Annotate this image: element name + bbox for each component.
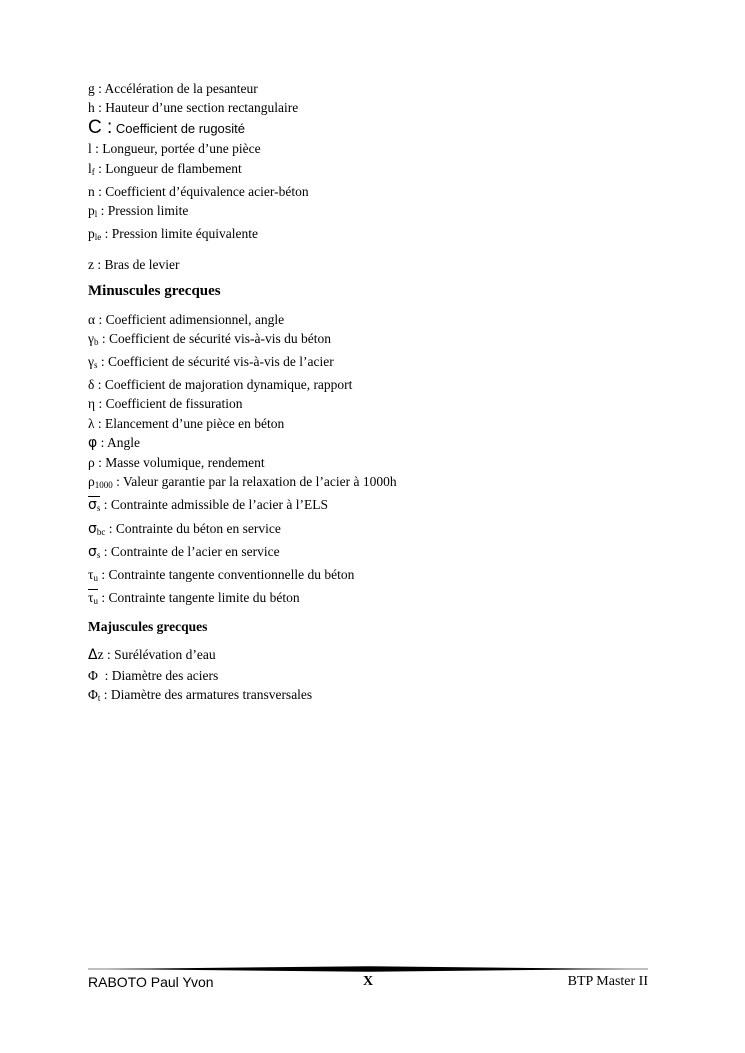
notation-h: h : Hauteur d’une section rectangulaire <box>88 100 299 116</box>
notation-ple: $p_{le}$ : Pression limite équivalente <box>88 226 258 243</box>
footer-author: RABOTO Paul Yvon <box>88 974 214 990</box>
notation-lf: $l_f$ : Longueur de flambement <box>88 160 242 177</box>
notation-delta: δ : Coefficient de majoration dynamique, rapport <box>88 377 353 393</box>
notation-l: l : Longueur, portée d’une pièce <box>88 141 261 157</box>
notation-sigma-s: $\sigma_s$ : Contrainte de l’acier en service <box>88 543 280 560</box>
footer-rule <box>88 966 648 972</box>
footer-program: BTP Master II <box>567 974 648 989</box>
notation-c: C : Coefficient de rugosité <box>88 117 246 139</box>
notation-phi-t: $\Phi_t$ : Diamètre des armatures transversales <box>88 686 313 703</box>
notation-eta: η : Coefficient de fissuration <box>88 396 243 412</box>
notation-n: n : Coefficient d’équivalence acier-béton <box>88 183 309 199</box>
notation-phi: φ : Angle <box>88 434 140 451</box>
heading-minuscules-grecques: Minuscules grecques <box>88 282 221 299</box>
notation-sigma-bc: $\sigma_{bc}$ : Contrainte du béton en service <box>88 520 281 537</box>
notation-delta-z: Δz : Surélévation d’eau <box>88 647 216 664</box>
notation-gamma-s: $\gamma_s$ : Coefficient de sécurité vis-à-vis de l’acier <box>88 354 334 371</box>
notation-gamma-b: $\gamma_b$ : Coefficient de sécurité vis-à-vis du béton <box>88 330 332 347</box>
page-footer <box>88 974 648 994</box>
notation-list <box>88 79 688 708</box>
notation-z: z : Bras de levier <box>88 257 180 273</box>
notation-rho-1000: $\rho_{1000}$ : Valeur garantie par la relaxation de l’acier à 1000h <box>88 474 397 491</box>
notation-pl: $p_l$ : Pression limite <box>88 203 189 220</box>
notation-tau-u: $\tau_u$ : Contrainte tangente conventionnelle du béton <box>88 567 355 584</box>
notation-rho: ρ : Masse volumique, rendement <box>88 455 265 471</box>
notation-alpha: α : Coefficient adimensionnel, angle <box>88 311 285 327</box>
notation-phi-upper: Φ : Diamètre des aciers <box>88 667 219 683</box>
heading-majuscules-grecques: Majuscules grecques <box>88 619 208 635</box>
notation-sigma-s-bar: $\sigma_s$ : Contrainte admissible de l’acier à l’ELS <box>88 495 688 518</box>
notation-g: g : Accélération de la pesanteur <box>88 81 258 96</box>
notation-tau-u-bar: $\tau_u$ : Contrainte tangente limite du béton <box>88 588 688 611</box>
footer-page-number: X <box>362 974 374 989</box>
notation-lambda: λ : Elancement d’une pièce en béton <box>88 415 285 431</box>
